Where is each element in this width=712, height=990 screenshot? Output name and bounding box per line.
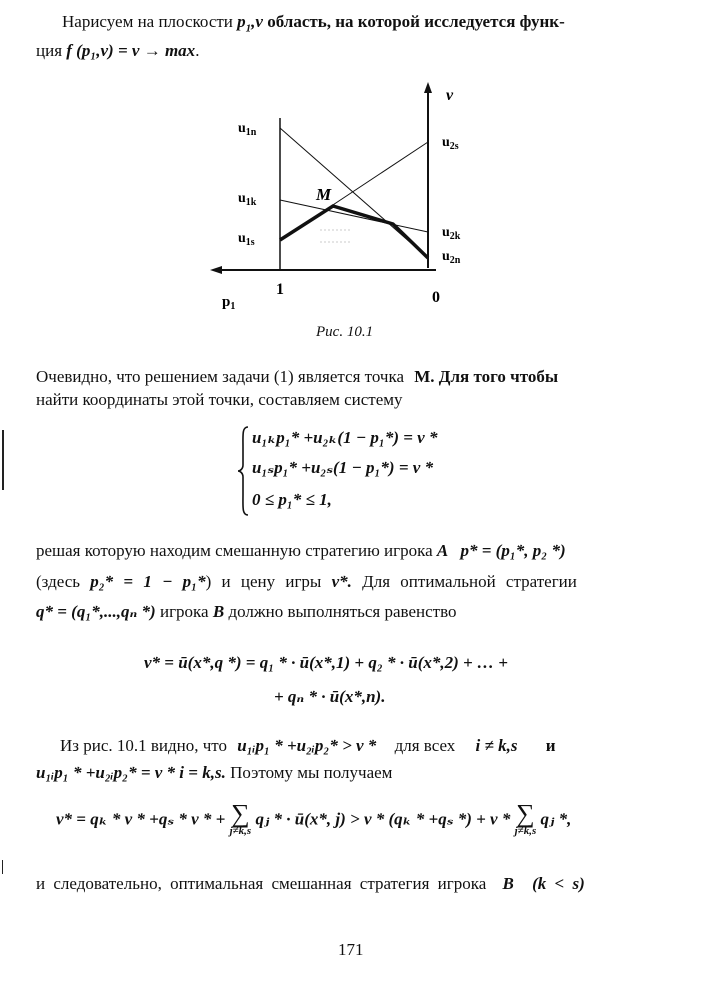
para2-formula-q: q* = (q₁*,...,qₙ *) xyxy=(36,602,156,621)
label-u2s: $u_{2s}$ xyxy=(442,135,459,152)
scan-mark-left xyxy=(2,430,4,490)
label-u1s: $u_{1s}$ xyxy=(238,231,255,248)
sum-symbol-1: ∑ j≠k,s xyxy=(229,799,252,837)
para2-line-3 xyxy=(36,602,456,622)
system-brace xyxy=(236,425,250,517)
intro-line-1 xyxy=(62,12,565,38)
para1-line-1 xyxy=(36,367,558,387)
equation-1-line-2: + qₙ * · ū(x*,n). xyxy=(274,687,386,706)
intro-line-2 xyxy=(36,41,199,61)
intro-var-p: $p_1,v$ xyxy=(237,12,263,35)
equation-2-part-3: qⱼ *, xyxy=(540,809,572,829)
equation-2-part-2: qⱼ * · ū(x*, j) > v * (qₖ * +qₛ *) + v * xyxy=(255,809,511,829)
figure-10-1 xyxy=(200,80,500,320)
lower-envelope xyxy=(280,206,428,258)
point-m-label: M xyxy=(316,185,332,204)
sum-2-subscript: j≠k,s xyxy=(514,825,537,837)
axis-v-label: v xyxy=(446,87,454,104)
para2-text-4: Для оптимальной стратегии xyxy=(362,572,577,591)
system-row-2: u₁ₛp₁* +u₂ₛ(1 − p₁*) = v * xyxy=(252,458,434,477)
sum-symbol-2: ∑ j≠k,s xyxy=(514,799,537,837)
para2-line-1 xyxy=(36,541,566,561)
para3-text-2: для всех xyxy=(394,736,456,755)
label-u2k: $u_{2k}$ xyxy=(442,225,461,242)
equation-1-line-1: v* = ū(x*,q *) = q₁ * · ū(x*,1) + q₂ * · ū(x*,2) + … + xyxy=(144,653,508,672)
para2-text-1: решая которую находим смешанную стратегию игрока xyxy=(36,541,433,560)
para2-line-2 xyxy=(36,572,577,592)
para2-text-6: должно выполняться равенство xyxy=(228,602,457,621)
para1-text: Очевидно, что решением задачи (1) является точка xyxy=(36,367,405,386)
para4-var-b: B xyxy=(502,874,514,893)
sum-1-subscript: j≠k,s xyxy=(229,825,252,837)
scan-mark-left-2 xyxy=(2,860,3,874)
para3-line-1 xyxy=(60,736,556,756)
v-axis-arrow xyxy=(424,82,432,93)
para3-text-1: Из рис. 10.1 видно, что xyxy=(60,736,228,755)
para2-text-5: игрока xyxy=(159,602,209,621)
tick-1-label: 1 xyxy=(276,281,284,298)
para4-line-1 xyxy=(36,874,585,894)
para2-formula-p2: p₂* = 1 − p₁* xyxy=(90,572,206,591)
figure-caption: Рис. 10.1 xyxy=(316,324,374,340)
para3-line-2 xyxy=(36,763,392,783)
para2-text-3: ) и цену игры xyxy=(205,572,322,591)
system-row-1: u₁ₖp₁* +u₂ₖ(1 − p₁*) = v * xyxy=(252,428,438,447)
para3-formula-1: u₁ᵢp₁ * +u₂ᵢp₂* > v * xyxy=(237,736,377,755)
system-row-3: 0 ≤ p₁* ≤ 1, xyxy=(252,490,332,509)
intro-formula: f (p₁,v) = v → max xyxy=(66,41,196,60)
para2-var-b: B xyxy=(212,602,225,621)
para2-var-a: A xyxy=(436,541,449,560)
para3-formula-2: u₁ᵢp₁ * +u₂ᵢp₂* = v * i = k,s. xyxy=(36,763,226,782)
para1-line-2: найти координаты этой точки, составляем систему xyxy=(36,390,403,409)
para2-text-2: (здесь xyxy=(36,572,80,591)
para2-formula-p: p* = (p₁*, p₂ *) xyxy=(460,541,566,560)
para4-condition: (k < s) xyxy=(532,874,585,893)
tick-0-label: 0 xyxy=(432,289,440,306)
label-u1k: $u_{1k}$ xyxy=(238,191,257,208)
label-u2n: $u_{2n}$ xyxy=(442,249,461,266)
para3-text-and: и xyxy=(545,736,556,755)
intro-text: Нарисуем на плоскости xyxy=(62,12,233,31)
intro-text-2: ция xyxy=(36,41,63,60)
para3-text-3: Поэтому мы получаем xyxy=(230,763,393,782)
page-number: 171 xyxy=(338,940,364,959)
p-axis-arrow xyxy=(210,266,222,274)
axis-p-label: $p_1$ xyxy=(222,294,236,312)
equation-2-part-1: v* = qₖ * v * +qₛ * v * + xyxy=(56,809,226,829)
intro-text-bold: область, на которой исследуется функ- xyxy=(262,12,565,31)
para3-condition: i ≠ k,s xyxy=(475,736,518,755)
intro-period: . xyxy=(195,41,200,60)
para4-text: и следовательно, оптимальная смешанная стратегия игрока xyxy=(36,874,487,893)
para2-var-v: v*. xyxy=(331,572,352,591)
equation-2 xyxy=(56,799,572,837)
para1-bold: M. Для того чтобы xyxy=(414,367,559,386)
label-u1n: $u_{1n}$ xyxy=(238,121,257,138)
